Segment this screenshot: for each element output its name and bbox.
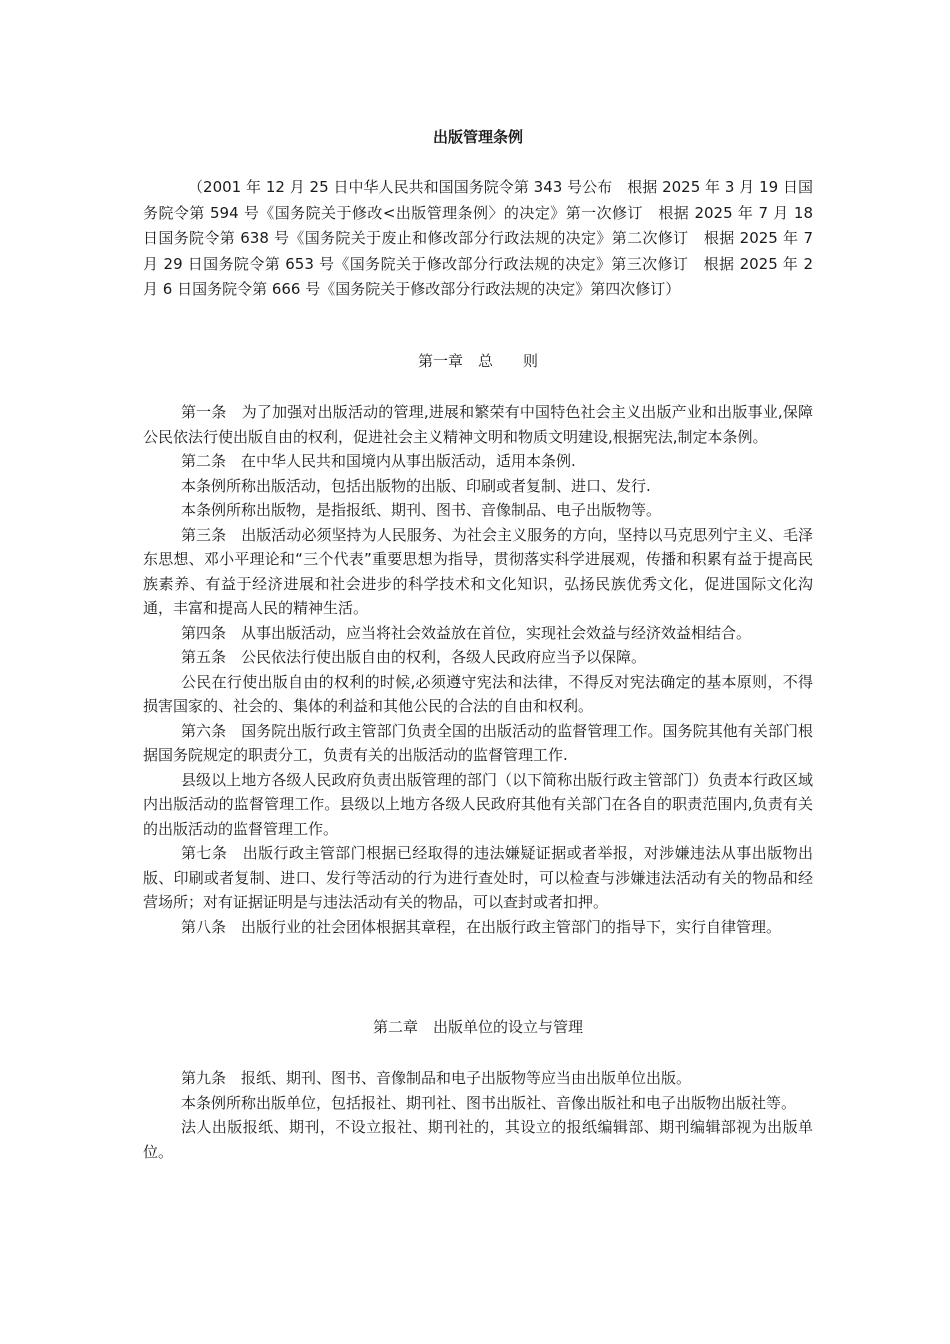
article-paragraph: 第七条 出版行政主管部门根据已经取得的违法嫌疑证据或者举报，对涉嫌违法从事出版物出版、印刷或者复制、进口、发行等活动的行为进行查处时，可以检查与涉嫌违法活动有关的物品和经营场所；对有证据证明是与违法活动有关的物品，可以查封或者扣押。 xyxy=(143,844,813,911)
article-paragraph: 第九条 报纸、期刊、图书、音像制品和电子出版物等应当由出版单位出版。 xyxy=(181,1069,692,1087)
article-paragraph: 公民在行使出版自由的权利的时候,必须遵守宪法和法律，不得反对宪法确定的基本原则，不得损害国家的、社会的、集体的利益和其他公民的合法的自由和权利。 xyxy=(143,672,813,715)
article-paragraph: 法人出版报纸、期刊，不设立报社、期刊社的，其设立的报纸编辑部、期刊编辑部视为出版单位。 xyxy=(143,1118,813,1161)
chapter-2-body xyxy=(143,1066,813,1164)
revision-history: （2001 年 12 月 25 日中华人民共和国国务院令第 343 号公布 根据 2025 年 3 月 19 日国务院令第 594 号《国务院关于修改<出版管理条例〉的决定》第一次修订 根据 2025 年 7 月 18 日国务院令第 638 号《国务院关于废止和修改部分行政法规的决定》第二次修订 根据 2025 年 7 月 29 日国务院令第 653 号《国务院关于修改部分行政法规的决定》第三次修订 根据 2025 年 2 月 6 日国务院令第 666 号《国务院关于修改部分行政法规的决定》第四次修订） xyxy=(143,178,813,298)
article-paragraph: 本条例所称出版单位，包括报社、期刊社、图书出版社、音像出版社和电子出版物出版社等。 xyxy=(181,1093,797,1112)
article-paragraph: 第六条 国务院出版行政主管部门负责全国的出版活动的监督管理工作。国务院其他有关部门根据国务院规定的职责分工，负责有关的出版活动的监督管理工作. xyxy=(143,721,813,764)
article-paragraph: 第四条 从事出版活动，应当将社会效益放在首位，实现社会效益与经济效益相结合。 xyxy=(181,623,752,642)
article-paragraph: 第三条 出版活动必须坚持为人民服务、为社会主义服务的方向，坚持以马克思列宁主义、毛泽东思想、邓小平理论和“三个代表”重要思想为指导，贯彻落实科学进展观，传播和积累有益于提高民族素养、有益于经济进展和社会进步的科学技术和文化知识，弘扬民族优秀文化，促进国际文化沟通，丰富和提高人民的精神生活。 xyxy=(143,525,813,617)
article-paragraph: 第二条 在中华人民共和国境内从事出版活动，适用本条例. xyxy=(181,452,576,470)
document-title: 出版管理条例 xyxy=(432,128,523,146)
article-paragraph: 第五条 公民依法行使出版自由的权利，各级人民政府应当予以保障。 xyxy=(181,648,647,666)
chapter-heading: 第二章 出版单位的设立与管理 xyxy=(372,1018,583,1036)
chapter-heading: 第一章 总 则 xyxy=(417,352,538,370)
article-paragraph: 县级以上地方各级人民政府负责出版管理的部门（以下简称出版行政主管部门）负责本行政区域内出版活动的监督管理工作。县级以上地方各级人民政府其他有关部门在各自的职责范围内,负责有关的出版活动的监督管理工作。 xyxy=(143,770,813,838)
article-paragraph: 第八条 出版行业的社会团体根据其章程，在出版行政主管部门的指导下，实行自律管理。 xyxy=(181,917,782,936)
article-paragraph: 本条例所称出版活动，包括出版物的出版、印刷或者复制、进口、发行. xyxy=(181,476,651,495)
article-paragraph: 第一条 为了加强对出版活动的管理,进展和繁荣有中国特色社会主义出版产业和出版事业,保障公民依法行使出版自由的权利，促进社会主义精神文明和物质文明建设,根据宪法,制定本条例。 xyxy=(143,403,813,446)
chapter-1-body xyxy=(143,400,813,939)
article-paragraph: 本条例所称出版物，是指报纸、期刊、图书、音像制品、电子出版物等。 xyxy=(181,501,662,519)
